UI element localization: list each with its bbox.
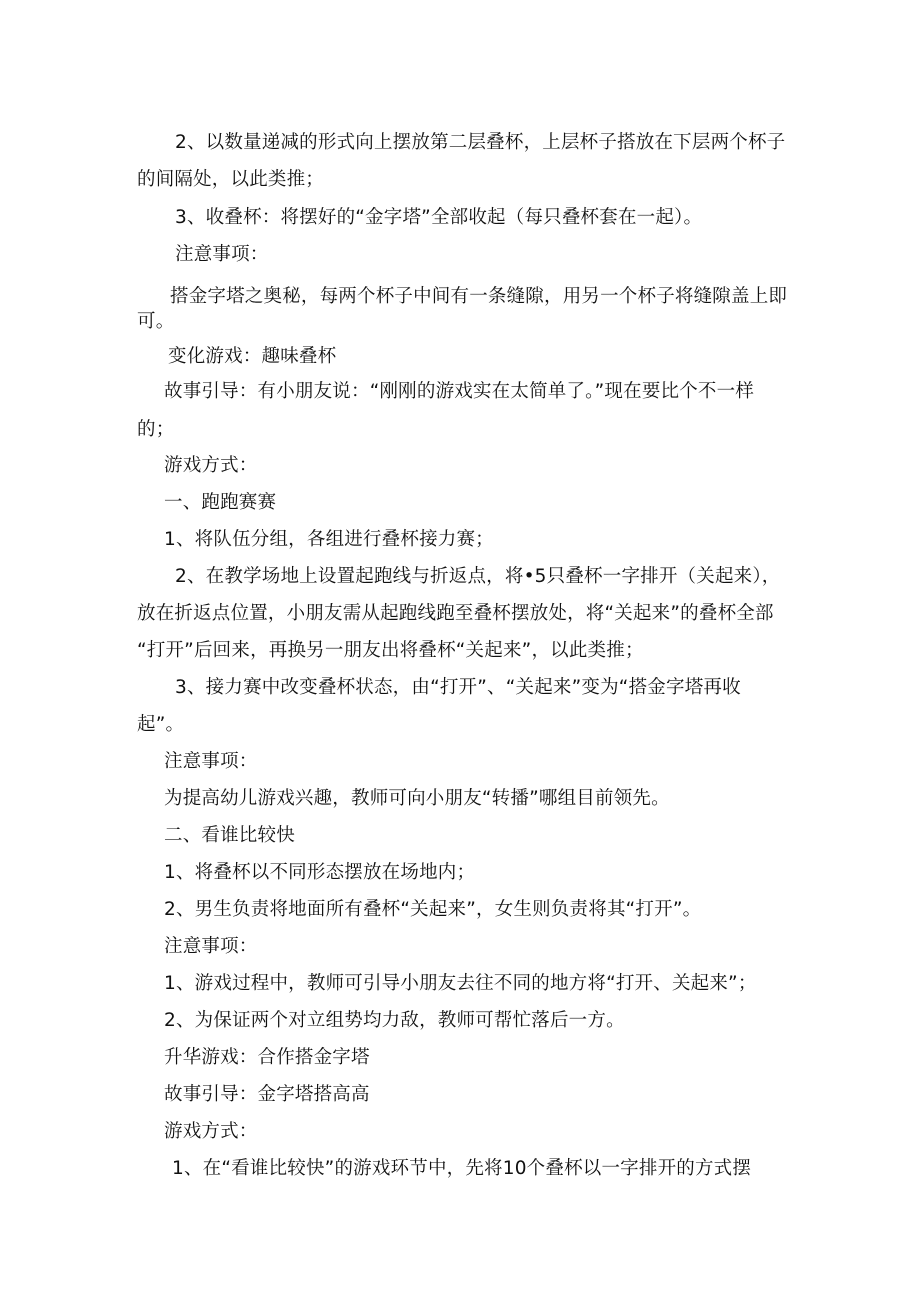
subsection-heading-2: 二、看谁比较快 <box>164 825 295 846</box>
paragraph-line-22: 2、男生负责将地面所有叠杯“关起来”，女生则负责将其“打开”。 <box>164 899 702 920</box>
paragraph-line-17: 起”。 <box>137 714 185 735</box>
paragraph-line-6: 可。 <box>137 311 175 332</box>
section-heading-variation: 变化游戏：趣味叠杯 <box>168 346 337 367</box>
paragraph-line-25: 2、为保证两个对立组势均力敌，教师可帮忙落后一方。 <box>164 1010 625 1031</box>
paragraph-line-13: 2、在教学场地上设置起跑线与折返点，将•5只叠杯一字排开（关起来）， <box>175 566 781 587</box>
paragraph-line-21: 1、将叠杯以不同形态摆放在场地内； <box>164 862 476 883</box>
paragraph-line-1: 2、以数量递减的形式向上摆放第二层叠杯，上层杯子搭放在下层两个杯子 <box>175 132 786 153</box>
paragraph-line-9: 的； <box>137 419 175 440</box>
paragraph-line-14: 放在折返点位置，小朋友需从起跑线跑至叠杯摆放处，将“关起来”的叠杯全部 <box>137 603 774 624</box>
paragraph-line-12: 1、将队伍分组，各组进行叠杯接力赛； <box>164 529 494 550</box>
method-heading-2: 游戏方式： <box>164 1121 258 1142</box>
paragraph-line-27: 故事引导：金字塔搭高高 <box>164 1084 370 1105</box>
paragraph-line-8: 故事引导：有小朋友说：“刚刚的游戏实在太简单了。”现在要比个不一样 <box>164 381 755 402</box>
method-heading-1: 游戏方式： <box>164 455 258 476</box>
paragraph-line-5: 搭金字塔之奥秘，每两个杯子中间有一条缝隙，用另一个杯子将缝隙盖上即 <box>170 286 788 307</box>
notes-heading-1: 注意事项： <box>175 244 269 265</box>
notes-heading-2: 注意事项： <box>164 751 258 772</box>
paragraph-line-16: 3、接力赛中改变叠杯状态，由“打开”、“关起来”变为“搭金字塔再收 <box>175 677 741 698</box>
paragraph-line-3: 3、收叠杯：将摆好的“金字塔”全部收起（每只叠杯套在一起）。 <box>175 207 703 228</box>
subsection-heading-1: 一、跑跑赛赛 <box>164 492 277 513</box>
notes-heading-3: 注意事项： <box>164 936 258 957</box>
paragraph-line-29: 1、在“看谁比较快”的游戏环节中，先将10个叠杯以一字排开的方式摆 <box>172 1158 752 1179</box>
paragraph-line-19: 为提高幼儿游戏兴趣，教师可向小朋友“转播”哪组目前领先。 <box>164 788 670 809</box>
paragraph-line-15: “打开”后回来，再换另一朋友出将叠杯“关起来”，以此类推； <box>137 640 644 661</box>
paragraph-line-2: 的间隔处，以此类推； <box>137 169 325 190</box>
section-heading-advanced: 升华游戏：合作搭金字塔 <box>164 1047 370 1068</box>
paragraph-line-24: 1、游戏过程中，教师可引导小朋友去往不同的地方将“打开、关起来”； <box>164 973 757 994</box>
